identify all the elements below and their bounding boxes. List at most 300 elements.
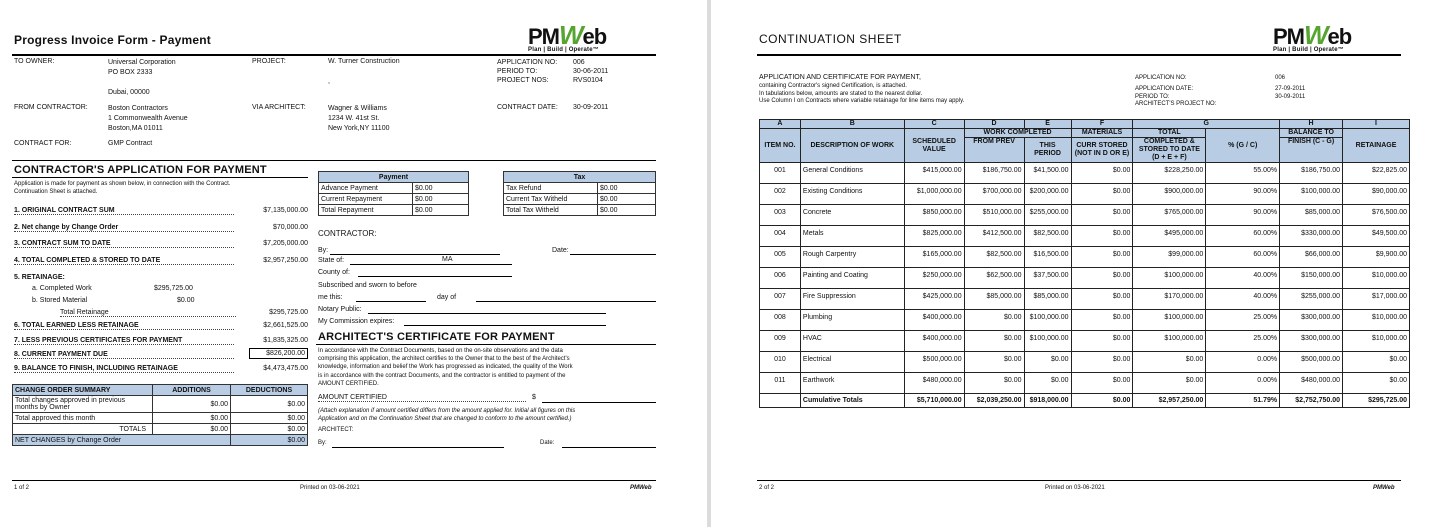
- table-cell: 40.00%: [1206, 268, 1280, 289]
- table-cell: Existing Conditions: [800, 184, 904, 205]
- payment-value: $0.00: [413, 205, 469, 216]
- table-cell: $41,500.00: [1024, 163, 1071, 184]
- project-extra: ,: [328, 78, 330, 85]
- col-letter: A: [760, 120, 801, 129]
- arch-by-label: By:: [318, 440, 327, 446]
- table-cell: 51.79%: [1206, 394, 1280, 408]
- table-cell: $765,000.00: [1133, 205, 1206, 226]
- by-signature-line[interactable]: [330, 254, 500, 255]
- commission-label: My Commission expires:: [318, 318, 395, 325]
- logo-eb: eb: [582, 24, 607, 49]
- line-item: [14, 207, 258, 215]
- table-cell: 55.00%: [1206, 163, 1280, 184]
- from-contractor-label: FROM CONTRACTOR:: [14, 104, 88, 111]
- attach-note: [318, 407, 575, 423]
- table-cell: 005: [760, 247, 801, 268]
- payment-label: Total Repayment: [319, 205, 413, 216]
- header-completed-stored: COMPLETED & STORED TO DATE (D + E + F): [1133, 138, 1206, 163]
- col-letter: C: [904, 120, 964, 129]
- table-row: [760, 352, 1410, 373]
- table-cell: 002: [760, 184, 801, 205]
- line-value: $1,835,325.00: [263, 337, 308, 344]
- table-cell: $0.00: [1024, 373, 1071, 394]
- table-cell: $295,725.00: [1343, 394, 1410, 408]
- table-cell: $0.00: [1071, 331, 1133, 352]
- table-cell: $0.00: [1071, 373, 1133, 394]
- sworn-label: Subscribed and sworn to before: [318, 282, 417, 289]
- line-item: [14, 257, 234, 266]
- table-cell: $76,500.00: [1343, 205, 1410, 226]
- table-cell: $2,039,250.00: [964, 394, 1024, 408]
- table-cell: 0.00%: [1206, 352, 1280, 373]
- payment-box: [318, 171, 469, 216]
- table-cell: $22,825.00: [1343, 163, 1410, 184]
- cs-info-labels: [1135, 75, 1216, 109]
- pmweb-logo: [528, 20, 606, 53]
- amount-certified-label: [318, 394, 526, 402]
- table-cell: General Conditions: [800, 163, 904, 184]
- table-cell: $170,000.00: [1133, 289, 1206, 310]
- me-this-label: me this:: [318, 294, 343, 301]
- table-row: [760, 373, 1410, 394]
- table-cell: $495,000.00: [1133, 226, 1206, 247]
- header-from-prev: FROM PREV: [964, 138, 1024, 163]
- dollar-sign: $: [532, 394, 536, 401]
- arch-text-line: comprising this application, the architect certifies to the Owner that to the best of the Architect's: [318, 356, 570, 363]
- table-cell: 60.00%: [1206, 247, 1280, 268]
- period-to: 30-06-2011: [573, 68, 609, 75]
- state-label: State of:: [318, 257, 345, 264]
- amount-certified-line[interactable]: [542, 402, 656, 403]
- table-cell: 008: [760, 310, 801, 331]
- arch-text-line: knowledge, information and belief the Work has progressed as indicated, the quality of the Work: [318, 364, 573, 371]
- contract-for-label: CONTRACT FOR:: [14, 140, 72, 147]
- tax-value: $0.00: [598, 194, 656, 205]
- table-cell: $66,000.00: [1280, 247, 1343, 268]
- col-letter: E: [1024, 120, 1071, 129]
- cs-application-no-label: APPLICATION NO:: [1135, 75, 1187, 81]
- line-item: [14, 351, 234, 359]
- table-cell: $400,000.00: [904, 310, 964, 331]
- header-retainage: RETAINAGE: [1343, 129, 1410, 163]
- tax-label: Total Tax Witheld: [504, 205, 598, 216]
- contractor-line: Boston Contractors: [108, 105, 168, 112]
- table-cell: $82,500.00: [964, 247, 1024, 268]
- day-of-line[interactable]: [476, 301, 656, 302]
- architect-line: Wagner & Williams: [328, 105, 387, 112]
- architect-line: New York,NY 11100: [328, 125, 390, 132]
- table-cell: $186,750.00: [1280, 163, 1343, 184]
- arch-text-line: In accordance with the Contract Documents, based on the on-site observations and the data: [318, 348, 563, 354]
- table-cell: $165,000.00: [904, 247, 964, 268]
- table-cell: $0.00: [964, 331, 1024, 352]
- architect-label: ARCHITECT:: [318, 427, 354, 433]
- line-item: [14, 224, 234, 232]
- table-cell: $2,957,250.00: [1133, 394, 1206, 408]
- owner-line: PO BOX 2333: [108, 69, 153, 76]
- owner-line: Dubai, 00000: [108, 89, 150, 96]
- line-label: 6. TOTAL EARNED LESS RETAINAGE: [14, 322, 234, 330]
- table-cell: 001: [760, 163, 801, 184]
- intro-title: APPLICATION AND CERTIFICATE FOR PAYMENT,: [759, 74, 921, 81]
- table-cell: $825,000.00: [904, 226, 964, 247]
- logo-pm: PM: [528, 24, 559, 49]
- table-cell: 004: [760, 226, 801, 247]
- table-cell: $250,000.00: [904, 268, 964, 289]
- table-cell: $0.00: [1133, 352, 1206, 373]
- table-cell: $0.00: [1071, 352, 1133, 373]
- notary-label: Notary Public:: [318, 306, 362, 313]
- co-net-label: NET CHANGES by Change Order: [13, 435, 231, 446]
- current-payment-due: $826,200.00: [249, 348, 308, 359]
- table-cell: 010: [760, 352, 801, 373]
- project-label: PROJECT:: [252, 58, 286, 65]
- total-retainage-text: Total Retainage: [60, 309, 236, 317]
- table-cell: $918,000.00: [1024, 394, 1071, 408]
- logo-tagline: Plan | Build | Operate™: [1273, 47, 1344, 53]
- logo-pm: PM: [1273, 24, 1304, 49]
- table-cell: $37,500.00: [1024, 268, 1071, 289]
- logo-tagline: Plan | Build | Operate™: [528, 47, 599, 53]
- intro-lines: [759, 83, 964, 106]
- table-cell: 006: [760, 268, 801, 289]
- contract-for: GMP Contract: [108, 140, 153, 147]
- application-note: [14, 180, 230, 196]
- continuation-title: CONTINUATION SHEET: [759, 32, 902, 46]
- table-cell: 0.00%: [1206, 373, 1280, 394]
- logo-w: W: [1304, 20, 1328, 50]
- contractor-label: CONTRACTOR:: [318, 229, 377, 238]
- attach-note-line: (Attach explanation if amount certified differs from the amount applied for. Initial all figures on this: [318, 408, 576, 414]
- co-row: [13, 424, 308, 435]
- column-letters: [760, 120, 1410, 129]
- table-cell: $0.00: [1071, 289, 1133, 310]
- table-cell: $0.00: [1071, 310, 1133, 331]
- retainage-label: 5. RETAINAGE:: [14, 274, 65, 281]
- tax-label: Current Tax Witheld: [504, 194, 598, 205]
- cs-period-to: 30-09-2011: [1275, 93, 1306, 100]
- note-line: Continuation Sheet is attached.: [14, 189, 98, 195]
- table-cell: Plumbing: [800, 310, 904, 331]
- tax-box: [503, 171, 656, 216]
- line-value: $7,205,000.00: [263, 240, 308, 247]
- table-cell: $100,000.00: [1280, 184, 1343, 205]
- stored-material-label: b. Stored Material: [32, 297, 88, 304]
- contractor-line: Boston,MA 01011: [108, 125, 163, 132]
- table-cell: $100,000.00: [1133, 268, 1206, 289]
- table-cell: 60.00%: [1206, 226, 1280, 247]
- continuation-table: [759, 119, 1410, 408]
- line-value: $2,957,250.00: [263, 257, 308, 264]
- amount-certified-text: AMOUNT CERTIFIED: [318, 394, 526, 402]
- table-cell: Rough Carpentry: [800, 247, 904, 268]
- table-cell: 007: [760, 289, 801, 310]
- header-percent: % (G / C): [1206, 129, 1280, 163]
- line-value: $7,135,000.00: [263, 207, 308, 214]
- architect-text: [318, 347, 573, 388]
- line-label: 4. TOTAL COMPLETED & STORED TO DATE: [14, 257, 234, 265]
- table-cell: $425,000.00: [904, 289, 964, 310]
- via-architect-label: VIA ARCHITECT:: [252, 104, 306, 111]
- line-label: 9. BALANCE TO FINISH, INCLUDING RETAINAGE: [14, 365, 234, 373]
- header-this-period: THIS PERIOD: [1024, 138, 1071, 163]
- cs-arch-project-no-label: ARCHITECT'S PROJECT NO:: [1135, 101, 1217, 108]
- header-curr-stored: CURR STORED (NOT IN D OR E): [1071, 138, 1133, 163]
- architect-line: 1234 W. 41st St.: [328, 115, 380, 122]
- table-cell: $100,000.00: [1133, 310, 1206, 331]
- table-cell: 25.00%: [1206, 310, 1280, 331]
- intro-line: containing Contractor's signed Certification, is attached.: [759, 83, 907, 89]
- line-value: $2,661,525.00: [263, 322, 308, 329]
- co-row-label: Total changes approved in previous months by Owner: [13, 396, 153, 413]
- table-cell: Fire Suppression: [800, 289, 904, 310]
- cs-application-date: 27-09-2011: [1275, 85, 1306, 92]
- arch-text-line: is in accordance with the contract Documents, and the contractor is entitled to payment of the: [318, 372, 566, 379]
- project-value: W. Turner Construction: [328, 58, 400, 65]
- table-cell: 009: [760, 331, 801, 352]
- table-cell: $500,000.00: [904, 352, 964, 373]
- table-cell: 003: [760, 205, 801, 226]
- footer-printed: Printed on 03-06-2021: [300, 485, 360, 491]
- header-materials: MATERIALS: [1071, 129, 1133, 138]
- co-deductions: $0.00: [231, 413, 308, 424]
- header-finish: FINISH (C - G): [1280, 138, 1343, 163]
- table-cell: $0.00: [1071, 163, 1133, 184]
- tax-value: $0.00: [598, 183, 656, 194]
- table-cell: $415,000.00: [904, 163, 964, 184]
- co-header: ADDITIONS: [153, 385, 231, 396]
- footer-page: 2 of 2: [759, 485, 775, 491]
- line-item: [14, 337, 234, 345]
- table-cell: $0.00: [1071, 394, 1133, 408]
- col-letter: F: [1071, 120, 1133, 129]
- co-header: DEDUCTIONS: [231, 385, 308, 396]
- table-cell: $0.00: [1071, 205, 1133, 226]
- stored-material: $0.00: [177, 297, 195, 304]
- table-cell: HVAC: [800, 331, 904, 352]
- table-cell: $0.00: [964, 373, 1024, 394]
- state-value: MA: [442, 256, 453, 263]
- date-label: Date:: [552, 247, 569, 254]
- table-cell: $0.00: [964, 310, 1024, 331]
- table-cell: $99,000.00: [1133, 247, 1206, 268]
- header-scheduled-value: SCHEDULED VALUE: [904, 129, 964, 163]
- table-cell: $0.00: [964, 352, 1024, 373]
- table-cell: $85,000.00: [1280, 205, 1343, 226]
- table-cell: $10,000.00: [1343, 310, 1410, 331]
- table-cell: $85,000.00: [964, 289, 1024, 310]
- header-item-no: ITEM NO.: [760, 129, 801, 163]
- arch-by-line[interactable]: [332, 447, 504, 448]
- table-cell: $0.00: [1024, 352, 1071, 373]
- table-cell: $255,000.00: [1280, 289, 1343, 310]
- contract-date-label: CONTRACT DATE:: [497, 104, 558, 111]
- line-label: 2. Net change by Change Order: [14, 224, 234, 232]
- table-cell: 40.00%: [1206, 289, 1280, 310]
- cs-info-values: [1275, 75, 1305, 101]
- app-info-values: [573, 58, 608, 85]
- line-label: 1. ORIGINAL CONTRACT SUM: [14, 207, 234, 215]
- table-cell: $5,710,000.00: [904, 394, 964, 408]
- table-cell: $330,000.00: [1280, 226, 1343, 247]
- day-of-label: day of: [437, 294, 457, 301]
- line-label: 7. LESS PREVIOUS CERTIFICATES FOR PAYMENT: [14, 337, 234, 345]
- arch-date-line[interactable]: [562, 447, 656, 448]
- table-cell: $0.00: [1071, 226, 1133, 247]
- co-row-label: TOTALS: [13, 424, 153, 435]
- table-cell: $100,000.00: [1024, 331, 1071, 352]
- table-cell: $150,000.00: [1280, 268, 1343, 289]
- total-retainage: $295,725.00: [269, 309, 308, 316]
- project-nos-label: PROJECT NOS:: [497, 77, 549, 84]
- col-letter: I: [1343, 120, 1410, 129]
- header-total: TOTAL: [1133, 129, 1206, 138]
- application-no-label: APPLICATION NO:: [497, 59, 558, 66]
- note-line: Application is made for payment as shown below, in connection with the Contract.: [14, 181, 231, 187]
- co-net-row: [13, 435, 308, 446]
- payment-value: $0.00: [413, 183, 469, 194]
- page-title: Progress Invoice Form - Payment: [14, 33, 211, 47]
- table-cell: 90.00%: [1206, 205, 1280, 226]
- arch-text-line: AMOUNT CERTIFIED.: [318, 380, 379, 387]
- commission-line[interactable]: [404, 325, 606, 326]
- period-to-label: PERIOD TO:: [497, 68, 538, 75]
- me-this-line[interactable]: [356, 301, 426, 302]
- payment-value: $0.00: [413, 194, 469, 205]
- co-header: CHANGE ORDER SUMMARY: [13, 385, 153, 396]
- table-cell: $17,000.00: [1343, 289, 1410, 310]
- project-nos: RVS0104: [573, 77, 603, 84]
- via-architect-block: [328, 104, 390, 134]
- to-owner-block: [108, 58, 176, 98]
- co-additions: $0.00: [153, 424, 231, 435]
- table-cell: $0.00: [1343, 352, 1410, 373]
- completed-work: $295,725.00: [154, 285, 193, 292]
- table-cell: 25.00%: [1206, 331, 1280, 352]
- table-cell: $412,500.00: [964, 226, 1024, 247]
- table-cell: $510,000.00: [964, 205, 1024, 226]
- county-line[interactable]: [358, 276, 512, 277]
- table-cell: $186,750.00: [964, 163, 1024, 184]
- table-row: [760, 268, 1410, 289]
- table-cell: $49,500.00: [1343, 226, 1410, 247]
- contract-date: 30-09-2011: [573, 104, 609, 111]
- total-retainage-label: [60, 309, 236, 317]
- table-cell: $100,000.00: [1024, 310, 1071, 331]
- table-cell: $300,000.00: [1280, 310, 1343, 331]
- pmweb-logo: [1273, 20, 1351, 53]
- co-deductions: $0.00: [231, 396, 308, 413]
- tax-value: $0.00: [598, 205, 656, 216]
- application-no: 006: [573, 59, 585, 66]
- from-contractor-block: [108, 104, 188, 134]
- table-cell: $100,000.00: [1133, 331, 1206, 352]
- application-heading: CONTRACTOR'S APPLICATION FOR PAYMENT: [14, 164, 267, 176]
- co-row: [13, 413, 308, 424]
- table-cell: $90,000.00: [1343, 184, 1410, 205]
- cs-application-date-label: APPLICATION DATE:: [1135, 85, 1194, 92]
- table-cell: Electrical: [800, 352, 904, 373]
- table-cell: Painting and Coating: [800, 268, 904, 289]
- table-cell: $0.00: [1071, 247, 1133, 268]
- cs-application-no: 006: [1275, 75, 1286, 81]
- table-row: [760, 289, 1410, 310]
- tax-title: Tax: [504, 172, 656, 183]
- payment-label: Advance Payment: [319, 183, 413, 194]
- line-item: [14, 365, 234, 373]
- table-cell: $200,000.00: [1024, 184, 1071, 205]
- footer-page: 1 of 2: [14, 485, 30, 491]
- county-label: County of:: [318, 269, 350, 276]
- co-deductions: $0.00: [231, 424, 308, 435]
- architect-heading: ARCHITECT'S CERTIFICATE FOR PAYMENT: [318, 331, 555, 343]
- table-cell: $10,000.00: [1343, 268, 1410, 289]
- table-row: [760, 226, 1410, 247]
- table-cell: $16,500.00: [1024, 247, 1071, 268]
- table-cell: Concrete: [800, 205, 904, 226]
- col-letter: B: [800, 120, 904, 129]
- totals-row: [760, 394, 1410, 408]
- table-row: [760, 247, 1410, 268]
- change-order-summary: [12, 384, 308, 446]
- table-cell: [760, 394, 801, 408]
- state-line[interactable]: [350, 264, 512, 265]
- table-cell: $300,000.00: [1280, 331, 1343, 352]
- invoice-page-1: [0, 0, 707, 527]
- co-additions: $0.00: [153, 413, 231, 424]
- table-cell: $9,900.00: [1343, 247, 1410, 268]
- table-cell: $850,000.00: [904, 205, 964, 226]
- table-cell: $85,000.00: [1024, 289, 1071, 310]
- table-cell: $480,000.00: [1280, 373, 1343, 394]
- co-row-label: Total approved this month: [13, 413, 153, 424]
- app-info-labels: [497, 58, 557, 85]
- line-label: 3. CONTRACT SUM TO DATE: [14, 240, 234, 248]
- table-row: [760, 163, 1410, 184]
- payment-title: Payment: [319, 172, 469, 183]
- col-letter: G: [1133, 120, 1280, 129]
- col-letter: D: [964, 120, 1024, 129]
- table-cell: $2,752,750.00: [1280, 394, 1343, 408]
- payment-label: Current Repayment: [319, 194, 413, 205]
- table-row: [760, 310, 1410, 331]
- co-row: [13, 396, 308, 413]
- invoice-page-2: [711, 0, 1429, 527]
- table-cell: Metals: [800, 226, 904, 247]
- cs-period-to-label: PERIOD TO:: [1135, 93, 1170, 100]
- table-cell: $0.00: [1071, 268, 1133, 289]
- table-cell: $62,500.00: [964, 268, 1024, 289]
- co-additions: $0.00: [153, 396, 231, 413]
- table-cell: $900,000.00: [1133, 184, 1206, 205]
- table-cell: $255,000.00: [1024, 205, 1071, 226]
- owner-line: Universal Corporation: [108, 59, 176, 66]
- logo-w: W: [559, 20, 583, 50]
- date-line[interactable]: [570, 254, 656, 255]
- header-description: DESCRIPTION OF WORK: [800, 129, 904, 163]
- table-cell: 90.00%: [1206, 184, 1280, 205]
- co-net-value: $0.00: [231, 435, 308, 446]
- line-value: $4,473,475.00: [263, 365, 308, 372]
- intro-line: Use Column I on Contracts where variable retainage for line items may apply.: [759, 98, 965, 104]
- table-cell: $0.00: [1071, 184, 1133, 205]
- table-cell: $480,000.00: [904, 373, 964, 394]
- tax-label: Tax Refund: [504, 183, 598, 194]
- completed-work-label: a. Completed Work: [32, 285, 92, 292]
- notary-line[interactable]: [368, 313, 606, 314]
- table-row: [760, 205, 1410, 226]
- line-value: $70,000.00: [272, 224, 308, 231]
